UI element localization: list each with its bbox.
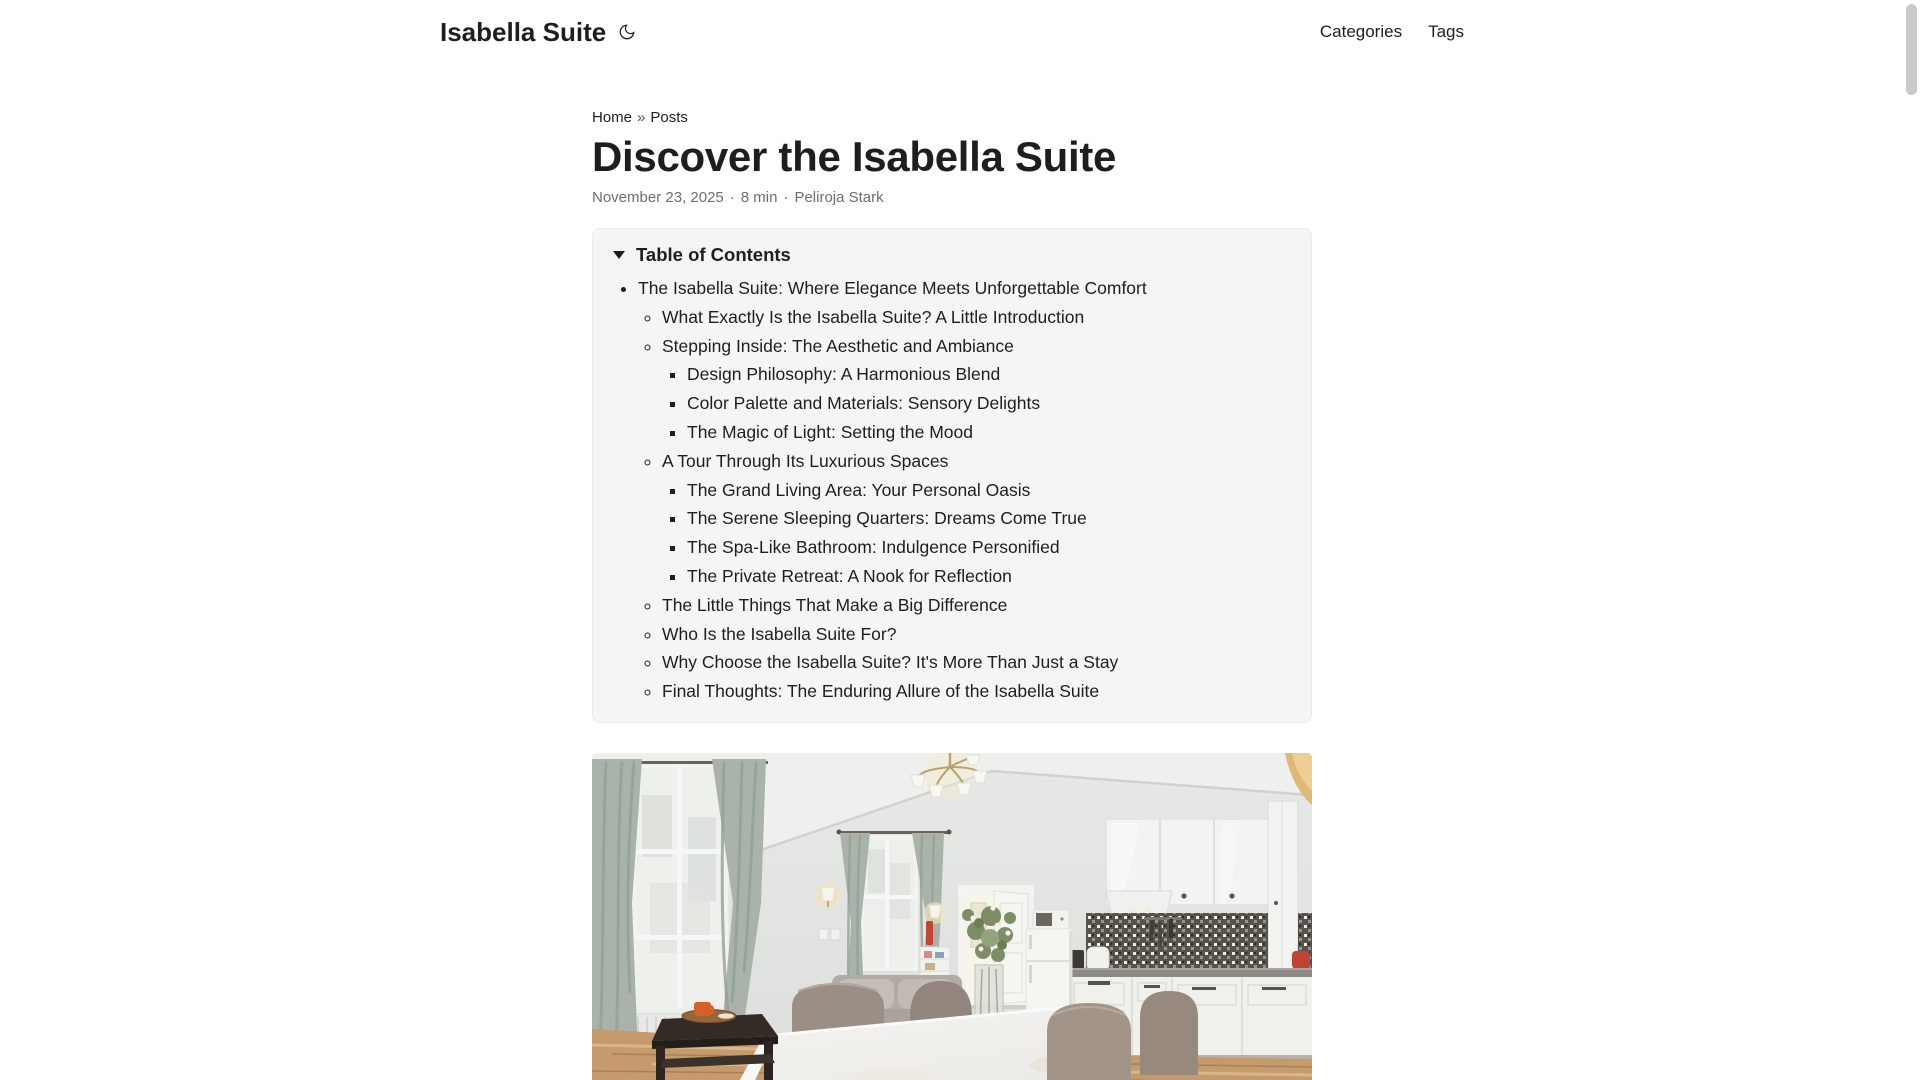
theme-toggle-button[interactable] (618, 23, 636, 41)
scrollbar (1904, 0, 1920, 1080)
toc-item (662, 447, 1291, 591)
nav-item-tags[interactable]: Tags (1428, 22, 1464, 41)
top-menu (1320, 22, 1464, 42)
toc-link[interactable]: A Tour Through Its Luxurious Spaces (662, 450, 949, 471)
post-cover-image (592, 753, 1312, 1080)
table-of-contents (592, 228, 1312, 723)
site-title-link[interactable]: Isabella Suite (440, 16, 607, 47)
toc-link[interactable]: The Isabella Suite: Where Elegance Meets Unforgettable Comfort (638, 278, 1147, 299)
nav-item-categories[interactable]: Categories (1319, 22, 1403, 41)
toc-item (662, 332, 1291, 447)
toc-item (662, 591, 1291, 620)
toc-link[interactable]: The Little Things That Make a Big Difference (662, 594, 1008, 615)
apartment-photo (592, 753, 1312, 1080)
breadcrumb-home-link[interactable]: Home (592, 109, 633, 126)
toc-link[interactable]: The Serene Sleeping Quarters: Dreams Come True (687, 508, 1087, 529)
toc-link[interactable]: What Exactly Is the Isabella Suite? A Little Introduction (662, 306, 1085, 327)
toc-item (662, 648, 1291, 677)
breadcrumb-separator: » (637, 109, 646, 126)
toc-link[interactable]: Color Palette and Materials: Sensory Delights (687, 393, 1041, 414)
post-page (592, 64, 1312, 1080)
moon-icon (618, 23, 636, 41)
toc-link[interactable]: The Grand Living Area: Your Personal Oasis (687, 479, 1031, 500)
toc-link[interactable]: Why Choose the Isabella Suite? It's More Than Just a Stay (662, 652, 1119, 673)
toc-link[interactable]: Who Is the Isabella Suite For? (662, 623, 897, 644)
photo-fridge (1026, 910, 1072, 1015)
toc-item (687, 533, 1291, 562)
scrollbar-thumb[interactable] (1906, 4, 1917, 95)
toc-item (687, 418, 1291, 447)
breadcrumb-posts-link[interactable]: Posts (650, 109, 688, 126)
toc-list (613, 274, 1291, 706)
toc-link[interactable]: Stepping Inside: The Aesthetic and Ambiance (662, 335, 1014, 356)
toc-title: Table of Contents (636, 244, 791, 266)
toc-link[interactable]: The Magic of Light: Setting the Mood (687, 422, 973, 443)
post-read-time: 8 min (740, 189, 778, 207)
toc-link[interactable]: Final Thoughts: The Enduring Allure of the Isabella Suite (662, 681, 1100, 702)
toc-item (638, 274, 1291, 706)
toc-link[interactable]: Design Philosophy: A Harmonious Blend (687, 364, 1001, 385)
meta-separator: · (729, 189, 735, 207)
breadcrumb (592, 108, 1312, 128)
toc-item (662, 677, 1291, 706)
photo-chair (1047, 1003, 1131, 1080)
photo-chair (1140, 991, 1198, 1075)
toc-item (662, 303, 1291, 332)
toc-item (687, 504, 1291, 533)
toc-link[interactable]: The Spa-Like Bathroom: Indulgence Personified (687, 537, 1060, 558)
toc-item (687, 389, 1291, 418)
post-date: November 23, 2025 (592, 189, 724, 207)
post-meta (592, 189, 1312, 206)
toc-link[interactable]: The Private Retreat: A Nook for Reflection (687, 566, 1012, 587)
site-header (0, 0, 1904, 64)
meta-separator: · (783, 189, 789, 207)
toc-item (687, 562, 1291, 591)
toc-item (687, 360, 1291, 389)
toc-summary[interactable] (613, 242, 1291, 268)
toc-item (662, 620, 1291, 649)
toc-item (687, 476, 1291, 505)
post-title: Discover the Isabella Suite (592, 133, 1117, 180)
post-author: Peliroja Stark (794, 189, 884, 207)
triangle-down-icon (613, 251, 625, 259)
